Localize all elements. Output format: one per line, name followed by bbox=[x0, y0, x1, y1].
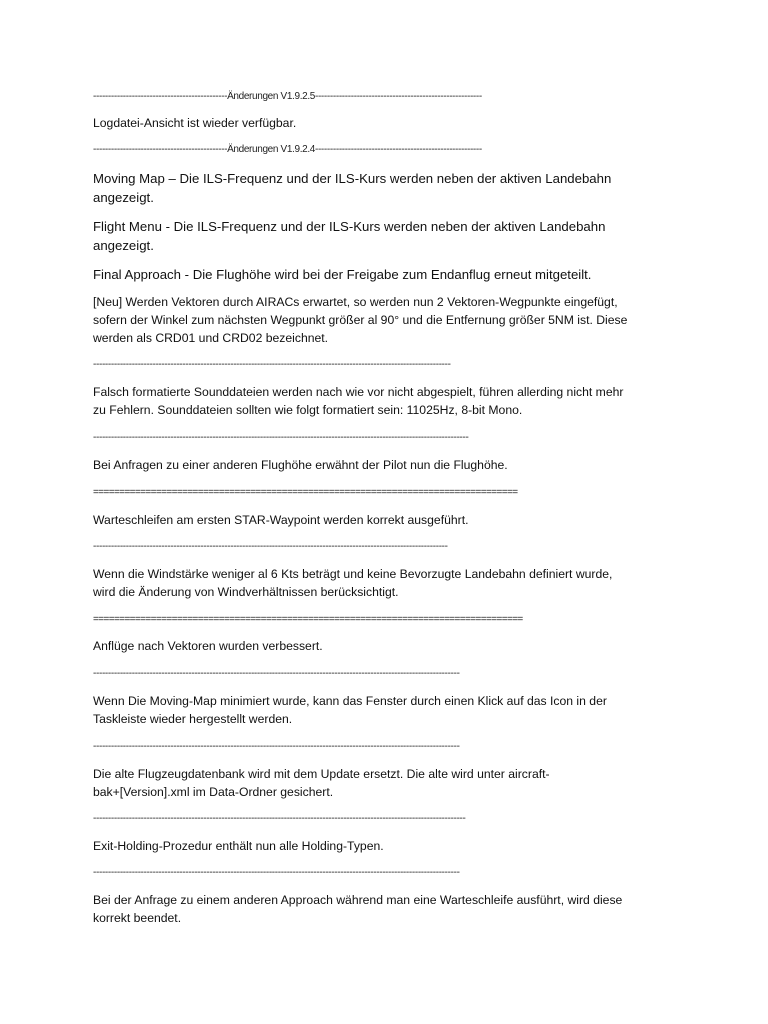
entry-moving-map-minimiert bbox=[93, 692, 683, 728]
entry-datenbank-line-2: bak+[Version].xml im Data-Ordner gesichert. bbox=[93, 785, 334, 799]
entry-final-approach: Final Approach - Die Flughöhe wird bei der Freigabe zum Endanflug erneut mitgeteilt. bbox=[93, 267, 592, 282]
entry-moving-map-line-1: Moving Map – Die ILS-Frequenz und der ILS-Kurs werden neben der aktiven Landebahn bbox=[93, 171, 612, 186]
separator: --------------------------------------------------------------------------------------------------------------------------- bbox=[93, 867, 460, 878]
separator: --------------------------------------------------------------------------------------------------------------------------- bbox=[93, 668, 460, 679]
entry-logdatei: Logdatei-Ansicht ist wieder verfügbar. bbox=[93, 116, 297, 130]
entry-approach-line-1: Bei der Anfrage zu einem anderen Approach während man eine Warteschleife ausführt, wird diese bbox=[93, 893, 623, 907]
entry-flight-menu bbox=[93, 217, 683, 255]
entry-warteschleifen: Warteschleifen am ersten STAR-Waypoint werden korrekt ausgeführt. bbox=[93, 513, 469, 527]
entry-moving-map-line-2: angezeigt. bbox=[93, 190, 154, 205]
changelog-header-v1925: ---------------------------------------------Änderungen V1.9.2.5-------------------------------------------------------- bbox=[93, 91, 482, 102]
entry-exit-holding: Exit-Holding-Prozedur enthält nun alle Holding-Typen. bbox=[93, 839, 384, 853]
entry-neu-line-2: sofern der Winkel zum nächsten Wegpunkt größer al 90° und die Entfernung größer 5NM ist. Diese bbox=[93, 313, 628, 327]
entry-flugzeugdatenbank bbox=[93, 765, 683, 801]
entry-anfluege: Anflüge nach Vektoren wurden verbessert. bbox=[93, 639, 323, 653]
entry-neu-line-3: werden als CRD01 und CRD02 bezeichnet. bbox=[93, 331, 329, 345]
entry-flight-menu-line-1: Flight Menu - Die ILS-Frequenz und der ILS-Kurs werden neben der aktiven Landebahn bbox=[93, 219, 606, 234]
separator: ------------------------------------------------------------------------------------------------------------------------ bbox=[93, 359, 451, 370]
separator: ----------------------------------------------------------------------------------------------------------------------------- bbox=[93, 813, 466, 824]
entry-wind-line-1: Wenn die Windstärke weniger al 6 Kts beträgt und keine Bevorzugte Landebahn definiert wurde, bbox=[93, 567, 613, 581]
entry-sounddateien bbox=[93, 383, 683, 419]
separator: ----------------------------------------------------------------------------------------------------------------------- bbox=[93, 541, 448, 552]
entry-datenbank-line-1: Die alte Flugzeugdatenbank wird mit dem Update ersetzt. Die alte wird unter aircraft- bbox=[93, 767, 550, 781]
entry-neu-vektoren bbox=[93, 293, 683, 347]
entry-wind-line-2: wird die Änderung von Windverhältnissen berücksichtigt. bbox=[93, 585, 399, 599]
entry-approach-line-2: korrekt beendet. bbox=[93, 911, 182, 925]
changelog-header-v1924: ---------------------------------------------Änderungen V1.9.2.4-------------------------------------------------------- bbox=[93, 144, 482, 155]
entry-windstaerke bbox=[93, 565, 683, 601]
entry-movingmap-min-line-2: Taskleiste wieder hergestellt werden. bbox=[93, 712, 293, 726]
separator: --------------------------------------------------------------------------------------------------------------------------- bbox=[93, 741, 460, 752]
entry-neu-line-1: [Neu] Werden Vektoren durch AIRACs erwartet, so werden nun 2 Vektoren-Wegpunkte eingefügt, bbox=[93, 295, 618, 309]
entry-movingmap-min-line-1: Wenn Die Moving-Map minimiert wurde, kann das Fenster durch einen Klick auf das Icon in der bbox=[93, 694, 607, 708]
entry-flight-menu-line-2: angezeigt. bbox=[93, 238, 154, 253]
entry-moving-map bbox=[93, 169, 683, 207]
entry-sound-line-1: Falsch formatierte Sounddateien werden nach wie vor nicht abgespielt, führen allerding nicht mehr bbox=[93, 385, 624, 399]
separator-double: ================================================================================== bbox=[93, 614, 523, 625]
entry-sound-line-2: zu Fehlern. Sounddateien sollten wie folgt formatiert sein: 11025Hz, 8-bit Mono. bbox=[93, 403, 523, 417]
separator-double: ================================================================================= bbox=[93, 487, 518, 498]
entry-flughoehe: Bei Anfragen zu einer anderen Flughöhe erwähnt der Pilot nun die Flughöhe. bbox=[93, 458, 508, 472]
entry-approach-warteschleife bbox=[93, 891, 683, 927]
separator: ------------------------------------------------------------------------------------------------------------------------------ bbox=[93, 432, 469, 443]
